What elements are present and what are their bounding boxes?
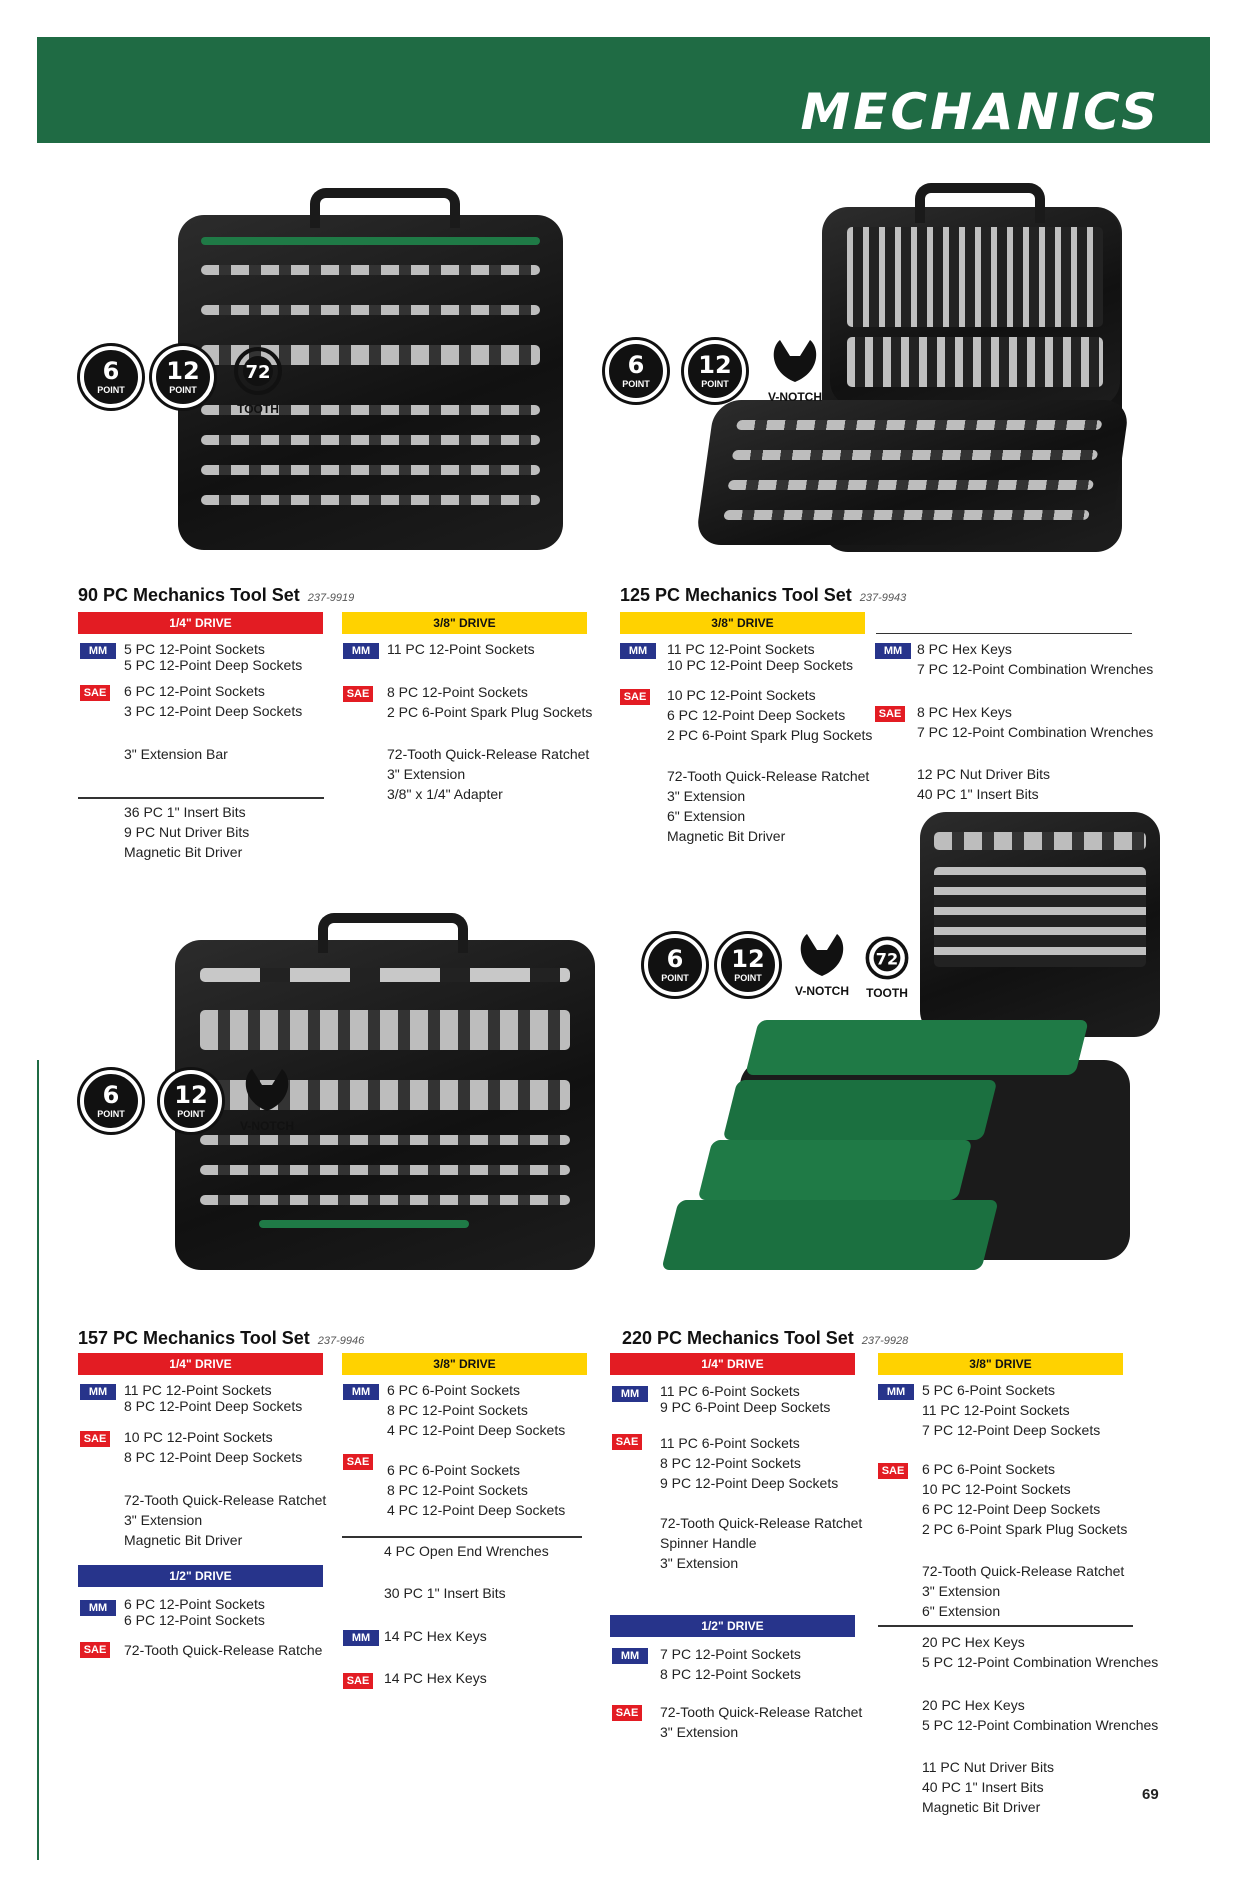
spec-list: 72-Tooth Quick-Release Ratchet 3" Extension 3/8" x 1/4" Adapter xyxy=(387,746,590,802)
sae-tag: SAE xyxy=(343,1673,373,1689)
drive-header-three-eighths: 3/8" DRIVE xyxy=(878,1353,1123,1375)
spec-list: 3" Extension Bar xyxy=(124,746,228,762)
v-notch-badge: V-NOTCH xyxy=(755,336,835,404)
drawer-3 xyxy=(698,1140,973,1200)
mm-tag: MM xyxy=(612,1386,648,1402)
spec-list: 6 PC 6-Point Sockets 8 PC 12-Point Sockets 4 PC 12-Point Deep Sockets xyxy=(387,1382,566,1438)
tool-case-photo-125pc-base xyxy=(695,400,1130,545)
mm-tag: MM xyxy=(80,643,116,659)
spec-list: 30 PC 1" Insert Bits xyxy=(384,1585,506,1601)
divider xyxy=(342,1536,582,1538)
spec-list: 10 PC 12-Point Sockets 8 PC 12-Point Deep Sockets xyxy=(124,1429,303,1465)
mm-tag: MM xyxy=(80,1384,116,1400)
sae-tag: SAE xyxy=(620,689,650,705)
seventy-two-tooth-badge: 72 TOOTH xyxy=(852,933,922,1000)
left-rule xyxy=(37,1060,39,1860)
set-title-157pc: 157 PC Mechanics Tool Set 237-9946 xyxy=(78,1328,365,1348)
v-notch-badge: V-NOTCH xyxy=(782,930,862,998)
twelve-point-badge: 12 POINT xyxy=(684,340,746,402)
six-point-badge: 6 POINT xyxy=(644,934,706,996)
tool-chest-photo-220pc-lid xyxy=(920,812,1160,1037)
case-handle xyxy=(310,188,460,228)
drawer-4 xyxy=(661,1200,998,1270)
mm-tag: MM xyxy=(620,643,656,659)
sae-tag: SAE xyxy=(80,1642,110,1658)
mm-tag: MM xyxy=(343,1384,379,1400)
spec-list: 72-Tooth Quick-Release Ratche xyxy=(124,1642,323,1658)
twelve-point-badge: 12 POINT xyxy=(160,1070,222,1132)
sku: 237-9919 xyxy=(307,592,355,604)
mm-tag: MM xyxy=(612,1648,648,1664)
mm-tag: MM xyxy=(343,643,379,659)
drawer-2 xyxy=(723,1080,998,1140)
divider xyxy=(876,633,1132,634)
ratchet-icon xyxy=(861,933,913,983)
case-handle xyxy=(915,183,1045,223)
header-banner xyxy=(37,37,1210,143)
spec-list: 12 PC Nut Driver Bits 40 PC 1" Insert Bits xyxy=(917,766,1051,802)
twelve-point-badge: 12 POINT xyxy=(152,346,214,408)
spec-list: 5 PC 12-Point Sockets 5 PC 12-Point Deep Sockets xyxy=(124,641,303,673)
sae-tag: SAE xyxy=(343,1454,373,1470)
spec-list: 72-Tooth Quick-Release Ratchet 3" Extension xyxy=(660,1704,863,1740)
sae-tag: SAE xyxy=(80,685,110,701)
drive-header-three-eighths: 3/8" DRIVE xyxy=(342,612,587,634)
spec-list: 6 PC 6-Point Sockets 8 PC 12-Point Sockets 4 PC 12-Point Deep Sockets xyxy=(387,1462,566,1518)
spec-list: 11 PC 12-Point Sockets xyxy=(387,641,535,657)
sae-tag: SAE xyxy=(612,1705,642,1721)
six-point-badge: 6 POINT xyxy=(80,1070,142,1132)
spec-list: 6 PC 12-Point Sockets 3 PC 12-Point Deep Sockets xyxy=(124,683,303,719)
spec-list: 8 PC 12-Point Sockets 2 PC 6-Point Spark Plug Sockets xyxy=(387,684,593,720)
set-title-125pc: 125 PC Mechanics Tool Set 237-9943 xyxy=(620,585,907,605)
spec-list: 11 PC Nut Driver Bits 40 PC 1" Insert Bits Magnetic Bit Driver xyxy=(922,1759,1054,1815)
spec-list: 20 PC Hex Keys 5 PC 12-Point Combination Wrenches xyxy=(922,1697,1159,1733)
spec-list: 6 PC 6-Point Sockets 10 PC 12-Point Sockets 6 PC 12-Point Deep Sockets 2 PC 6-Point Spark Plug Sockets xyxy=(922,1461,1128,1537)
spec-list: 72-Tooth Quick-Release Ratchet 3" Extension 6" Extension Magnetic Bit Driver xyxy=(667,768,870,844)
sae-tag: SAE xyxy=(875,706,905,722)
svg-text:72: 72 xyxy=(875,949,899,969)
sae-tag: SAE xyxy=(612,1434,642,1450)
mm-tag: MM xyxy=(878,1384,914,1400)
drive-header-half: 1/2" DRIVE xyxy=(78,1565,323,1587)
divider xyxy=(78,797,324,799)
six-point-badge: 6 POINT xyxy=(80,346,142,408)
spec-list: 7 PC 12-Point Sockets 8 PC 12-Point Sockets xyxy=(660,1646,801,1682)
sae-tag: SAE xyxy=(878,1463,908,1479)
spec-list: 4 PC Open End Wrenches xyxy=(384,1543,549,1559)
spec-list: 72-Tooth Quick-Release Ratchet 3" Extension 6" Extension xyxy=(922,1563,1125,1619)
spec-list: 5 PC 6-Point Sockets 11 PC 12-Point Sockets 7 PC 12-Point Deep Sockets xyxy=(922,1382,1101,1438)
spec-list: 11 PC 12-Point Sockets 10 PC 12-Point Deep Sockets xyxy=(667,641,853,673)
spec-list: 11 PC 6-Point Sockets 9 PC 6-Point Deep Sockets xyxy=(660,1383,831,1415)
six-point-badge: 6 POINT xyxy=(605,340,667,402)
drive-header-half: 1/2" DRIVE xyxy=(610,1615,855,1637)
sku: 237-9943 xyxy=(859,592,907,604)
v-notch-badge: V-NOTCH xyxy=(227,1065,307,1133)
spec-list: 8 PC Hex Keys 7 PC 12-Point Combination Wrenches xyxy=(917,641,1154,677)
sae-tag: SAE xyxy=(80,1431,110,1447)
v-notch-icon xyxy=(242,1065,292,1117)
spec-list: 6 PC 12-Point Sockets 6 PC 12-Point Sockets xyxy=(124,1596,265,1628)
spec-list: 8 PC Hex Keys 7 PC 12-Point Combination Wrenches xyxy=(917,704,1154,740)
spec-list: 72-Tooth Quick-Release Ratchet 3" Extension Magnetic Bit Driver xyxy=(124,1492,327,1548)
mm-tag: MM xyxy=(343,1630,379,1646)
v-notch-icon xyxy=(797,930,847,982)
page-number: 69 xyxy=(1142,1786,1159,1803)
divider xyxy=(878,1625,1133,1627)
spec-list: 14 PC Hex Keys xyxy=(384,1670,487,1686)
drive-header-quarter: 1/4" DRIVE xyxy=(78,1353,323,1375)
sku: 237-9928 xyxy=(861,1335,909,1347)
page-title: MECHANICS xyxy=(800,83,1160,141)
set-title-220pc: 220 PC Mechanics Tool Set 237-9928 xyxy=(622,1328,909,1348)
sae-tag: SAE xyxy=(343,686,373,702)
spec-list: 11 PC 12-Point Sockets 8 PC 12-Point Deep Sockets xyxy=(124,1382,303,1414)
drive-header-quarter: 1/4" DRIVE xyxy=(610,1353,855,1375)
drive-header-quarter: 1/4" DRIVE xyxy=(78,612,323,634)
drive-header-three-eighths: 3/8" DRIVE xyxy=(342,1353,587,1375)
svg-text:72: 72 xyxy=(245,362,271,383)
case-handle xyxy=(318,913,468,953)
spec-list: 11 PC 6-Point Sockets 8 PC 12-Point Sockets 9 PC 12-Point Deep Sockets xyxy=(660,1435,839,1491)
set-title-90pc: 90 PC Mechanics Tool Set 237-9919 xyxy=(78,585,355,605)
mm-tag: MM xyxy=(875,643,911,659)
drive-header-three-eighths: 3/8" DRIVE xyxy=(620,612,865,634)
spec-list: 20 PC Hex Keys 5 PC 12-Point Combination Wrenches xyxy=(922,1634,1159,1670)
ratchet-icon xyxy=(229,343,287,399)
spec-list: 36 PC 1" Insert Bits 9 PC Nut Driver Bits Magnetic Bit Driver xyxy=(124,804,250,860)
drawer-1 xyxy=(745,1020,1089,1075)
spec-list: 72-Tooth Quick-Release Ratchet Spinner Handle 3" Extension xyxy=(660,1515,863,1571)
v-notch-icon xyxy=(770,336,820,388)
spec-list: 14 PC Hex Keys xyxy=(384,1628,487,1644)
seventy-two-tooth-badge: 72 TOOTH xyxy=(223,343,293,416)
twelve-point-badge: 12 POINT xyxy=(717,934,779,996)
spec-list: 10 PC 12-Point Sockets 6 PC 12-Point Deep Sockets 2 PC 6-Point Spark Plug Sockets xyxy=(667,687,873,743)
mm-tag: MM xyxy=(80,1600,116,1616)
tool-case-photo-125pc-lid xyxy=(830,207,1120,407)
sku: 237-9946 xyxy=(317,1335,365,1347)
